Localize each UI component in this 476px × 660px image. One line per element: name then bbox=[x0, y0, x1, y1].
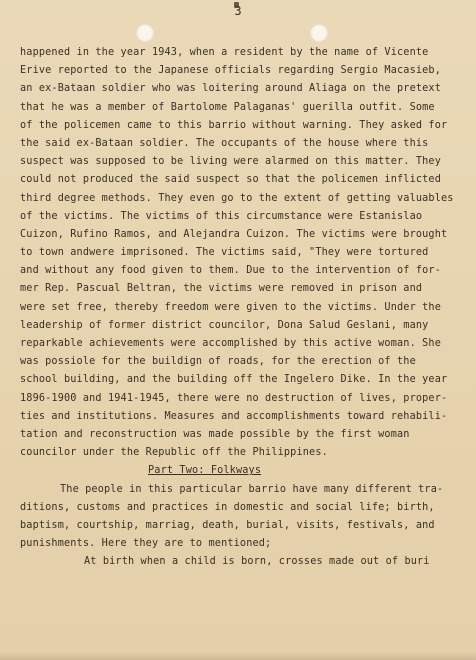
text-line: punishments. Here they are to mentioned; bbox=[20, 538, 272, 550]
page-number: 3 bbox=[234, 4, 242, 18]
text-line: 1896-1900 and 1941-1945, there were no destruction of lives, proper- bbox=[20, 392, 448, 404]
text-line: to town andwere imprisoned. The victims said, "They were tortured bbox=[20, 247, 429, 259]
text-line: of the victims. The victims of this circumstance were Estanislao bbox=[20, 210, 423, 222]
text-line: school building, and the building off the Ingelero Dike. In the year bbox=[20, 374, 448, 386]
text-line: leadership of former district councilor, Dona Salud Geslani, many bbox=[20, 319, 429, 331]
text-line: could not produced the said suspect so that the policemen inflicted bbox=[20, 174, 441, 186]
paragraph-1 bbox=[20, 44, 468, 462]
text-line: an ex-Bataan soldier who was loitering around Aliaga on the pretext bbox=[20, 83, 441, 95]
text-line: Erive reported to the Japanese officials regarding Sergio Macasieb, bbox=[20, 65, 441, 77]
text-line: ditions, customs and practices in domestic and social life; birth, bbox=[20, 501, 435, 513]
text-line: councilor under the Republic off the Philippines. bbox=[20, 447, 328, 459]
text-line: was possiole for the buildign of roads, for the erection of the bbox=[20, 356, 416, 368]
text-line: and without any food given to them. Due to the intervention of for- bbox=[20, 265, 441, 277]
text-line: ties and institutions. Measures and accomplishments toward rehabili- bbox=[20, 410, 448, 422]
text-line: suspect was supposed to be living were alarmed on this matter. They bbox=[20, 156, 441, 168]
text-line: reparkable achievements were accomplished by this active woman. She bbox=[20, 338, 441, 349]
text-line: The people in this particular barrio have many different tra- bbox=[60, 483, 444, 495]
text-line: third degree methods. They even go to the extent of getting valuables bbox=[20, 192, 454, 204]
text-line: the said ex-Bataan soldier. The occupants of the house where this bbox=[20, 137, 429, 149]
text-line: were set free, thereby freedom were given to the victims. Under the bbox=[20, 301, 441, 313]
paragraph-3 bbox=[20, 553, 468, 571]
text-line: Cuizon, Rufino Ramos, and Alejandra Cuizon. The victims were brought bbox=[20, 228, 448, 240]
paragraph-2 bbox=[20, 481, 468, 554]
text-line: mer Rep. Pascual Beltran, the victims were removed in prison and bbox=[20, 283, 423, 295]
punch-hole-left bbox=[136, 24, 154, 42]
punch-hole-right bbox=[310, 24, 328, 42]
section-heading bbox=[20, 462, 468, 480]
section-heading-text: Part Two: Folkways bbox=[148, 465, 262, 477]
text-line: of the policemen came to this barrio without warning. They asked for bbox=[20, 119, 448, 131]
text-line: At birth when a child is born, crosses made out of buri bbox=[84, 556, 430, 568]
text-line: baptism, courtship, marriag, death, burial, visits, festivals, and bbox=[20, 519, 435, 531]
page-bottom-edge bbox=[0, 652, 476, 660]
text-line: that he was a member of Bartolome Palaganas' guerilla outfit. Some bbox=[20, 101, 435, 113]
text-line: tation and reconstruction was made possible by the first woman bbox=[20, 428, 410, 440]
text-line: happened in the year 1943, when a resident by the name of Vicente bbox=[20, 47, 429, 58]
body-text bbox=[20, 44, 468, 571]
